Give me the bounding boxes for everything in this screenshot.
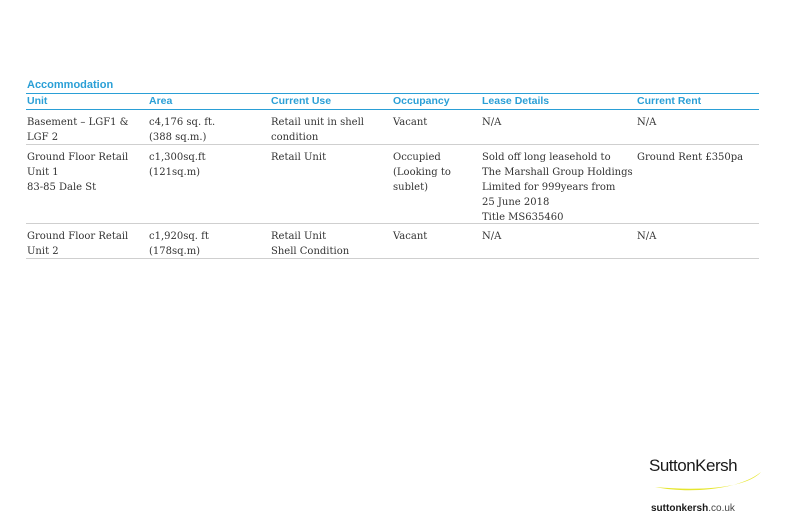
accommodation-table: [26, 93, 759, 259]
cell-area: c4,176 sq. ft. (388 sq.m.): [149, 117, 216, 143]
table-row: [26, 145, 759, 224]
logo-swoosh-icon: [649, 470, 764, 492]
cell-area: c1,920sq. ft (178sq.m): [149, 231, 209, 257]
website-domain-name: suttonkersh: [651, 503, 709, 514]
cell-current-use: Retail unit in shell condition: [271, 117, 364, 143]
cell-current-use: Retail Unit: [271, 152, 327, 163]
cell-unit: Ground Floor Retail Unit 2: [27, 231, 129, 257]
logo-wordmark: SuttonKersh: [649, 456, 738, 475]
cell-occupancy: Occupied (Looking to sublet): [393, 152, 451, 193]
column-header-area: Area: [149, 95, 173, 107]
cell-lease-details: N/A: [482, 231, 502, 242]
column-header-lease-details: Lease Details: [482, 95, 550, 107]
suttonkersh-logo: [649, 456, 764, 492]
cell-unit: Ground Floor Retail Unit 1 83-85 Dale St: [27, 152, 129, 193]
section-title: Accommodation: [27, 79, 114, 91]
cell-current-rent: N/A: [637, 117, 657, 128]
cell-area: c1,300sq.ft (121sq.m): [149, 152, 206, 178]
column-header-current-rent: Current Rent: [637, 95, 702, 107]
website-link[interactable]: [651, 503, 735, 514]
cell-unit: Basement – LGF1 & LGF 2: [27, 117, 129, 143]
cell-occupancy: Vacant: [393, 117, 428, 128]
cell-current-rent: Ground Rent £350pa: [637, 152, 744, 163]
column-header-unit: Unit: [27, 95, 48, 107]
column-header-occupancy: Occupancy: [393, 95, 450, 107]
table-row: [26, 110, 759, 145]
cell-current-rent: N/A: [637, 231, 657, 242]
website-tld: .co.uk: [708, 503, 735, 514]
table-row: [26, 224, 759, 259]
cell-lease-details: Sold off long leasehold to The Marshall Group Holdings Limited for 999years from 25 June 2018 Title MS635460: [482, 152, 633, 223]
cell-current-use: Retail Unit Shell Condition: [271, 231, 350, 257]
column-header-current-use: Current Use: [271, 95, 332, 107]
cell-lease-details: N/A: [482, 117, 502, 128]
table-header: [26, 93, 759, 110]
cell-occupancy: Vacant: [393, 231, 428, 242]
